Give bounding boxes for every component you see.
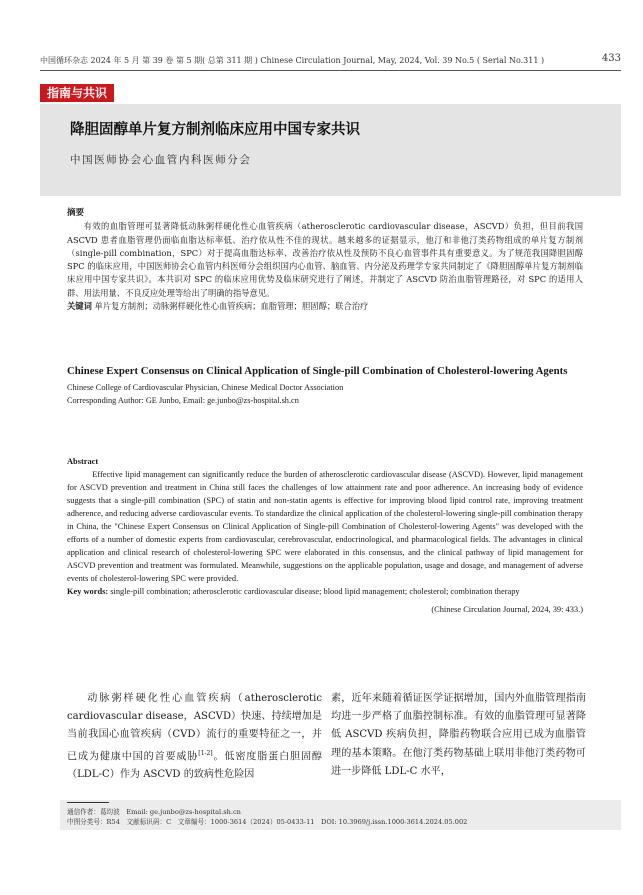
article-title-en: Chinese Expert Consensus on Clinical Application of Single-pill Combination of Cholesterol-lowering Agents [67, 365, 568, 377]
header-divider [40, 70, 621, 71]
abstract-cn-body: 有效的血脂管理可显著降低动脉粥样硬化性心血管疾病（atherosclerotic cardiovascular disease，ASCVD）负担，但目前我国 ASCVD 患者血脂管理仍面临血脂达标率低、治疗依从性不佳的现状。越来越多的证据显示，他汀和非他汀类药物组成的单片复方制剂（single-pill combination，SPC）对于提高血脂达标率、改善治疗依从性及预防不良心血管事件具有重要意义。为了规范我国降胆固醇 SPC 的临床应用，中国医师协会心血管内科医师分会组织国内心血管、脑血管、内分泌及药理学专家共同制定了《降胆固醇单片复方制剂临床应用中国专家共识》。本共识对 SPC 的临床应用优势及临床研究进行了阐述，并制定了 ASCVD 防治血脂管理路径，对 SPC 的适用人群、用法用量、不良反应处理等给出了明确的指导意见。 [67, 221, 583, 298]
body-paragraph-left [67, 690, 322, 784]
citation-line: (Chinese Circulation Journal, 2024, 39: 433.) [431, 604, 583, 614]
journal-citation-line: 中国循环杂志 2024 年 5 月 第 39 卷 第 5 期( 总第 311 期 ) Chinese Circulation Journal, May, 2024, Vol. 39 No.5 ( Serial No.311 ) [40, 56, 545, 65]
column-tag: 指南与共识 [40, 84, 114, 102]
author-organization-cn: 中国医师协会心血管内科医师分会 [70, 154, 252, 166]
abstract-en [67, 455, 583, 616]
english-title-block [67, 364, 583, 407]
body-column-left [67, 690, 322, 784]
abstract-en-heading: Abstract [67, 457, 99, 466]
abstract-cn [67, 207, 583, 313]
keywords-en-values: single-pill combination; atherosclerotic cardiovascular disease; blood lipid management; cholesterol; combination therapy [110, 587, 520, 597]
body-text-left: 动脉粥样硬化性心血管疾病（atherosclerotic cardiovascular disease，ASCVD）快速、持续增加是当前我国心血管疾病（CVD）流行的重要特征之一，并已成为健康中国的首要威胁 [67, 693, 322, 762]
title-banner [40, 104, 621, 196]
abstract-cn-heading: 摘要 [67, 208, 85, 218]
footnote-corresponding-author: 通信作者：葛均波 Email: ge.junbo@zs-hospital.sh.cn [67, 808, 241, 816]
article-title-cn: 降胆固醇单片复方制剂临床应用中国专家共识 [70, 122, 360, 138]
corresponding-author-en: Corresponding Author: GE Junbo, Email: ge.junbo@zs-hospital.sh.cn [67, 396, 299, 405]
reference-marker: [1-2] [198, 749, 213, 757]
running-header [40, 53, 621, 67]
keywords-cn [67, 300, 583, 313]
abstract-en-body: Effective lipid management can significantly reduce the burden of atherosclerotic cardiovascular disease (ASCVD). However, lipid management for ASCVD prevention and treatment in China still faces the challenges of low attainment rate and poor adherence. An increasing body of evidence suggests that a single-pill combination (SPC) of statin and non-statin agents is effective for improving blood lipid control rate, improving treatment adherence, and reducing adverse cardiovascular events. To standardize the clinical application of the cholesterol-lowering single-pill combination therapy in China, the "Chinese Expert Consensus on Clinical Application of Single-pill Combination of Cholesterol-lowering Agents" was developed with the efforts of a number of domestic experts from cardiovascular, cerebrovascular, endocrinological, and pharmacological fields. The advantages in clinical application and clinical research of cholesterol-lowering SPC were elaborated in this consensus, and the clinical pathway of lipid management for ASCVD prevention and treatment was formulated. Meanwhile, suggestions on the applicable population, usage and dosage, and management of adverse events of cholesterol-lowering SPC were provided. [67, 470, 583, 584]
body-text-left-continued: 。低密度脂蛋白胆固醇（LDL-C）作为 ASCVD 的致病性危险因 [67, 750, 323, 781]
keywords-cn-label: 关键词 [67, 301, 92, 312]
body-column-right [331, 690, 586, 781]
keywords-en [67, 585, 583, 598]
author-organization-en: Chinese College of Cardiovascular Physician, Chinese Medical Doctor Association [67, 383, 344, 392]
footnote-classification: 中图分类号：R54 文献标识码：C 文章编号：1000-3614（2024）05-0433-11 DOI: 10.3969/j.issn.1000-3614.2024.05.002 [67, 818, 468, 826]
footnote-divider [67, 802, 109, 803]
keywords-cn-values: 单片复方制剂；动脉粥样硬化性心血管疾病；血脂管理；胆固醇；联合治疗 [94, 301, 369, 312]
page-number: 433 [601, 53, 621, 64]
keywords-en-label: Key words: [67, 587, 109, 597]
body-paragraph-right: 素，近年来随着循证医学证据增加，国内外血脂管理指南均进一步严格了血脂控制标准。有效的血脂管理可显著降低 ASCVD 疾病负担，降脂药物联合应用已成为血脂管理的基本策略。在他汀类药物基础上联用非他汀类药物可进一步降低 LDL-C 水平， [331, 693, 586, 777]
